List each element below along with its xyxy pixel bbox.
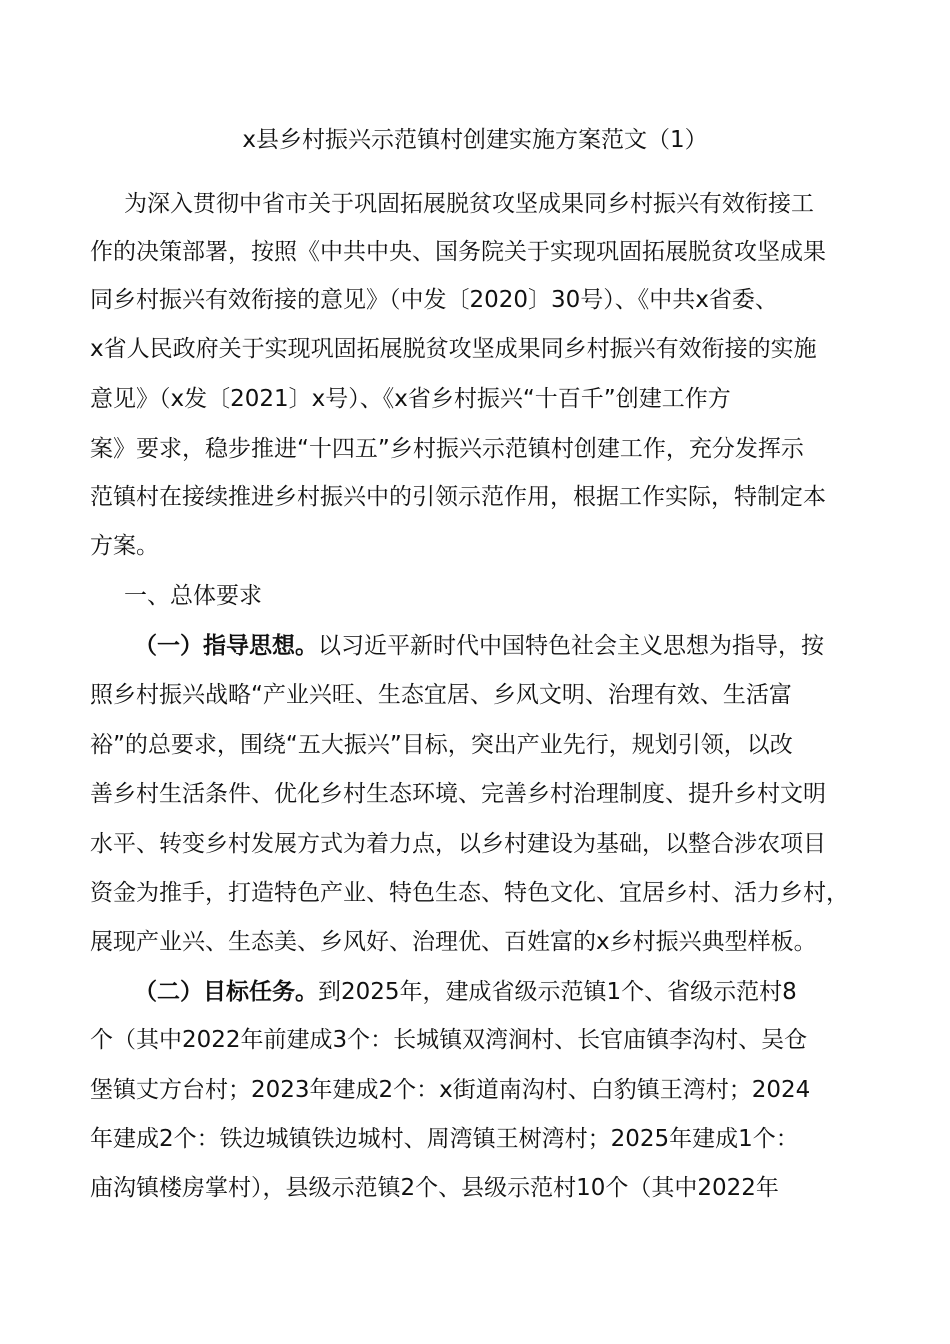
paragraph-text: 到2025年，建成省级示范镇1个、省级示范村8 — [318, 979, 797, 1005]
paragraph-line: 堡镇丈方台村；2023年建成2个：x街道南沟村、白豹镇王湾村；2024 — [90, 1077, 811, 1103]
paragraph-line: 庙沟镇楼房掌村），县级示范镇2个、县级示范村10个（其中2022年 — [90, 1175, 779, 1201]
paragraph-line: 水平、转变乡村发展方式为着力点，以乡村建设为基础，以整合涉农项目 — [90, 831, 826, 857]
paragraph-line: 裕”的总要求，围绕“五大振兴”目标，突出产业先行，规划引领，以改 — [90, 732, 793, 758]
paragraph-line — [134, 976, 797, 1008]
paragraph-line: 照乡村振兴战略“产业兴旺、生态宜居、乡风文明、治理有效、生活富 — [90, 682, 792, 708]
paragraph-line: 善乡村生活条件、优化乡村生态环境、完善乡村治理制度、提升乡村文明 — [90, 781, 826, 807]
paragraph-line: 案》要求，稳步推进“十四五”乡村振兴示范镇村创建工作，充分发挥示 — [90, 436, 804, 462]
section-heading: 一、总体要求 — [124, 583, 262, 609]
paragraph-line: 展现产业兴、生态美、乡风好、治理优、百姓富的x乡村振兴典型样板。 — [90, 929, 817, 955]
paragraph-text: 以习近平新时代中国特色社会主义思想为指导，按 — [318, 633, 824, 659]
paragraph-line: 同乡村振兴有效衔接的意见》（中发〔2020〕30号）、《中共x省委、 — [90, 287, 778, 313]
paragraph-line: x省人民政府关于实现巩固拓展脱贫攻坚成果同乡村振兴有效衔接的实施 — [90, 336, 817, 362]
paragraph-line: 意见》（x发〔2021〕x号）、《x省乡村振兴“十百千”创建工作方 — [90, 386, 731, 412]
subsection-heading: （一）指导思想。 — [134, 633, 318, 659]
paragraph-line: 个（其中2022年前建成3个：长城镇双湾涧村、长官庙镇李沟村、吴仓 — [90, 1027, 808, 1053]
paragraph-line: 资金为推手，打造特色产业、特色生态、特色文化、宜居乡村、活力乡村， — [90, 880, 849, 906]
paragraph-line: 年建成2个：铁边城镇铁边城村、周湾镇王树湾村；2025年建成1个： — [90, 1126, 799, 1152]
paragraph-line: 为深入贯彻中省市关于巩固拓展脱贫攻坚成果同乡村振兴有效衔接工 — [124, 191, 814, 217]
paragraph-line: 方案。 — [90, 533, 159, 559]
paragraph-line — [134, 630, 824, 662]
paragraph-line: 作的决策部署，按照《中共中央、国务院关于实现巩固拓展脱贫攻坚成果 — [90, 239, 826, 265]
paragraph-line: 范镇村在接续推进乡村振兴中的引领示范作用，根据工作实际，特制定本 — [90, 484, 826, 510]
document-title: x县乡村振兴示范镇村创建实施方案范文（1） — [242, 127, 708, 153]
subsection-heading: （二）目标任务。 — [134, 979, 318, 1005]
